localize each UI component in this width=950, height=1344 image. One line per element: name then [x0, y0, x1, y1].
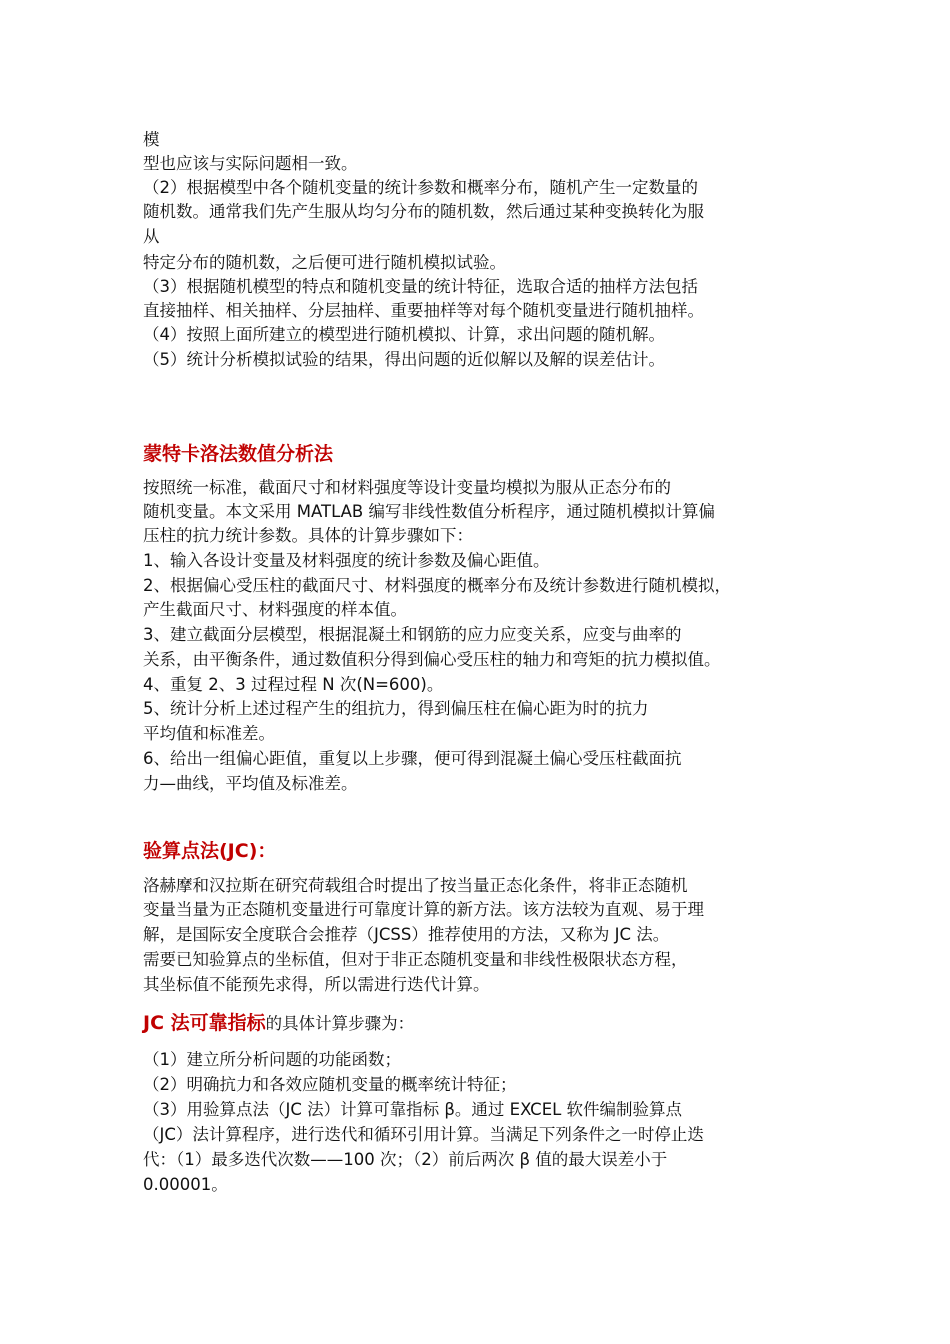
- intro-line: 从: [143, 227, 160, 246]
- jc-line: 变量当量为正态随机变量进行可靠度计算的新方法。该方法较为直观、易于理: [143, 900, 704, 919]
- intro-line: 型也应该与实际问题相一致。: [143, 154, 358, 173]
- jc-step-line: 代：（1）最多迭代次数——100 次；（2）前后两次 β 值的最大误差小于: [143, 1150, 668, 1169]
- section-heading-monte-carlo: 蒙特卡洛法数值分析法: [143, 443, 334, 465]
- intro-line: （2）根据模型中各个随机变量的统计参数和概率分布，随机产生一定数量的: [143, 178, 698, 197]
- mc-line: 2、根据偏心受压柱的截面尺寸、材料强度的概率分布及统计参数进行随机模拟，: [143, 576, 731, 595]
- jc-steps-title: [143, 1011, 414, 1036]
- mc-line: 4、重复 2、3 过程过程 N 次(N=600)。: [143, 675, 444, 694]
- jc-line: 需要已知验算点的坐标值，但对于非正态随机变量和非线性极限状态方程，: [143, 950, 688, 969]
- jc-line: 其坐标值不能预先求得，所以需进行迭代计算。: [143, 975, 490, 994]
- intro-line: 随机数。通常我们先产生服从均匀分布的随机数，然后通过某种变换转化为服: [143, 202, 704, 221]
- jc-steps-title-rest: 的具体计算步骤为：: [265, 1014, 415, 1033]
- mc-line: 产生截面尺寸、材料强度的样本值。: [143, 600, 407, 619]
- mc-line: 3、建立截面分层模型，根据混凝土和钢筋的应力应变关系，应变与曲率的: [143, 625, 682, 644]
- intro-line: （4）按照上面所建立的模型进行随机模拟、计算，求出问题的随机解。: [143, 325, 665, 344]
- intro-line: （5）统计分析模拟试验的结果，得出问题的近似解以及解的误差估计。: [143, 350, 665, 369]
- intro-line: 直接抽样、相关抽样、分层抽样、重要抽样等对每个随机变量进行随机抽样。: [143, 301, 704, 320]
- jc-step-line: 0.00001。: [143, 1175, 228, 1194]
- mc-line: 按照统一标准，截面尺寸和材料强度等设计变量均模拟为服从正态分布的: [143, 478, 671, 497]
- jc-step-line: （2）明确抗力和各效应随机变量的概率统计特征；: [143, 1075, 517, 1094]
- jc-step-line: （1）建立所分析问题的功能函数；: [143, 1050, 401, 1069]
- mc-line: 压柱的抗力统计参数。具体的计算步骤如下：: [143, 526, 473, 545]
- jc-steps-title-red: JC 法可靠指标: [143, 1012, 266, 1034]
- section-heading-jc: 验算点法(JC)：: [143, 840, 277, 862]
- mc-line: 6、给出一组偏心距值，重复以上步骤，便可得到混凝土偏心受压柱截面抗: [143, 749, 682, 768]
- jc-line: 洛赫摩和汉拉斯在研究荷载组合时提出了按当量正态化条件，将非正态随机: [143, 876, 688, 895]
- jc-step-line: （3）用验算点法（JC 法）计算可靠指标 β。通过 EXCEL 软件编制验算点: [143, 1100, 683, 1119]
- mc-line: 平均值和标准差。: [143, 724, 275, 743]
- jc-line: 解，是国际安全度联合会推荐（JCSS）推荐使用的方法，又称为 JC 法。: [143, 925, 670, 944]
- intro-line: 模: [143, 130, 160, 149]
- mc-line: 关系，由平衡条件，通过数值积分得到偏心受压柱的轴力和弯矩的抗力模拟值。: [143, 650, 721, 669]
- mc-line: 5、统计分析上述过程产生的组抗力，得到偏压柱在偏心距为时的抗力: [143, 699, 649, 718]
- intro-line: （3）根据随机模型的特点和随机变量的统计特征，选取合适的抽样方法包括: [143, 277, 698, 296]
- mc-line: 1、输入各设计变量及材料强度的统计参数及偏心距值。: [143, 551, 550, 570]
- intro-line: 特定分布的随机数，之后便可进行随机模拟试验。: [143, 253, 506, 272]
- mc-line: 随机变量。本文采用 MATLAB 编写非线性数值分析程序，通过随机模拟计算偏: [143, 502, 715, 521]
- jc-step-line: （JC）法计算程序，进行迭代和循环引用计算。当满足下列条件之一时停止迭: [143, 1125, 704, 1144]
- mc-line: 力—曲线，平均值及标准差。: [143, 774, 358, 793]
